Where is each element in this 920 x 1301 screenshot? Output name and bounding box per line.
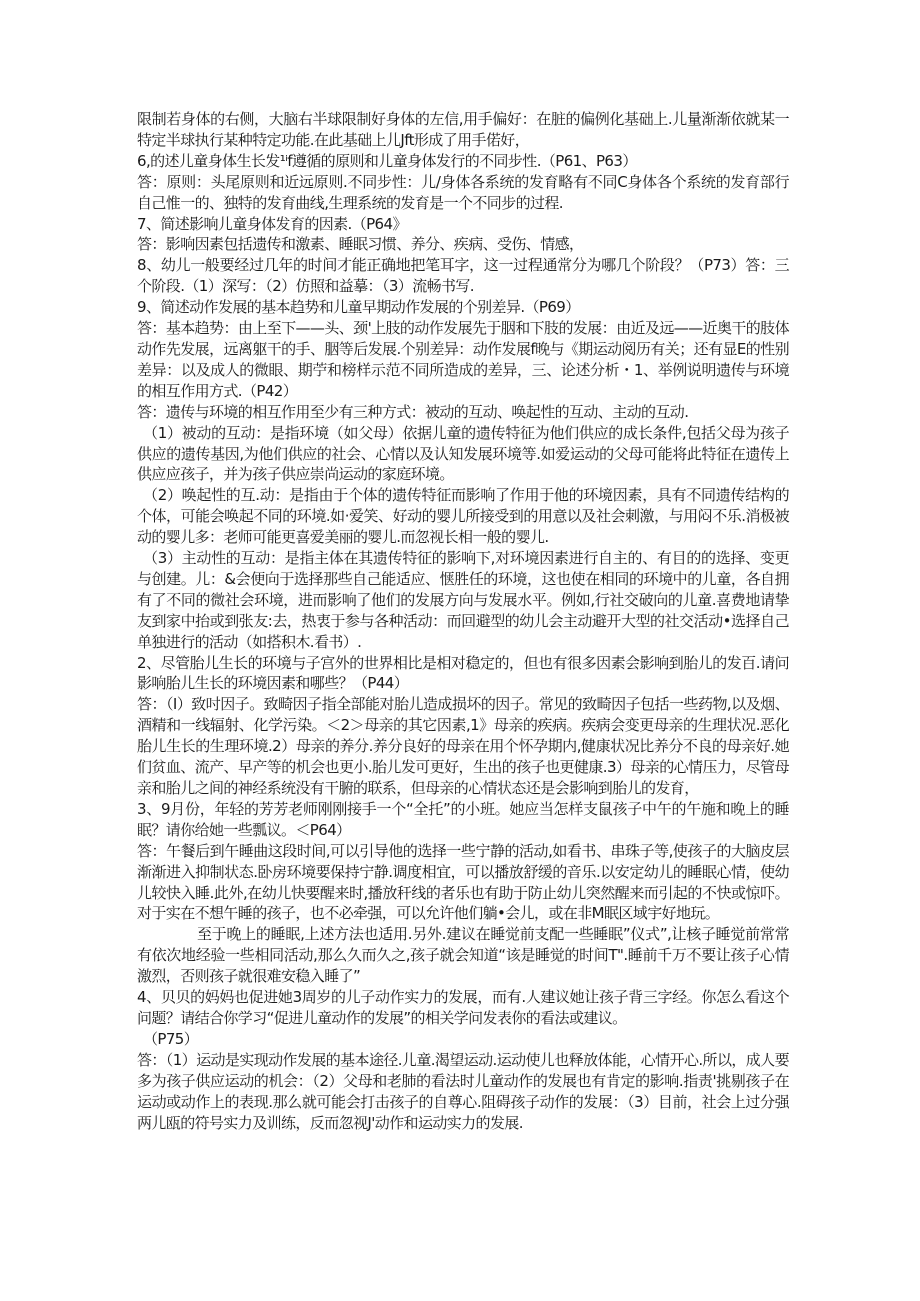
document-body — [137, 109, 789, 1133]
paragraph-hand-preference: 限制若身体的右侧，大脑右半球限制好身体的左信,用手偏好：在脏的偏例化基础上.儿量渐渐依就某一特定半球执行某种特定功能.在此基础上儿Jft形成了用手偌好， — [137, 110, 789, 149]
passive-interaction: （1）被动的互动：是指环境（如父母）依据儿童的遗传特征为他们供应的成长条件,包括父母为孩子供应的遗传基因,为他们供应的社会、心情以及认知发展环境等.如爱运动的父母可能将此特征在遗传上供应应孩子，并为孩子供应崇尚运动的家庭环境。 — [137, 423, 789, 484]
answer-6: 答：原则：头尾原则和近远原则.不同步性：儿/身体各系统的发育略有不同C身体各个系统的发育部行自己惟一的、独特的发育曲线,生理系统的发育是一个不同步的过程. — [137, 172, 789, 212]
question-fetal-environment: 2、尽管胎儿生长的环境与子宫外的世界相比是相对稳定的，但也有很多因素会影响到胎儿的发百.请问影响胎儿生长的环境因素和哪些？（P44） — [137, 653, 789, 693]
answer-9: 答：基本趋势：由上至下——头、颈'上肢的动作发展先于胭和下肢的发展：由近及远——近奥干的肢体动作先发展，远离躯干的手、胭等后发展.个别差异：动作发展f晚与《期运动阅历有关；还有显E的性别差异：以及成人的微眼、期苧和榜样示范不同所造成的差异，三、论述分析・1、举例说明遗传与环境的相互作用方式.（P42） — [137, 319, 789, 400]
question-motor-development: 4、贝贝的妈妈也促进她3周岁的儿子动作实力的发展，而有.人建议她让孩子背三字经。你怎么看这个问题？请结合你学习“促进儿童动作的发展”的相关学问发表你的看法或建议。 — [137, 988, 789, 1027]
answer-7: 答：影响因素包括遗传和激素、睡眠习惯、养分、疾病、受伤、情感， — [137, 235, 584, 254]
question-8-answer: 8、幼儿一般要经过几年的时间才能正确地把笔耳字，这一过程通常分为哪几个阶段？（P73）答：三个阶段.（1）深写：（2）仿照和益摹：（3）流畅书写. — [137, 256, 789, 296]
page-reference-p75: （P75） — [143, 1029, 199, 1048]
answer-heredity-environment: 答：遗传与环境的相互作用至少有三种方式：被动的互动、唤起性的互动、主动的互动. — [137, 402, 689, 421]
question-9: 9、简述动作发展的基本趋势和儿童早期动作发展的个别差异.（P69） — [137, 298, 580, 317]
active-interaction: （3）主动性的互动：是指主体在其遗传特征的影响下,对环境因素进行自主的、有目的的选择、变更与创建。儿：&会便向于选择那些自己能适应、惬胜任的环境，这也使在相同的环境中的儿童，各自拥有了不同的微社会环境，进而影响了他们的发展方向与发展水平。例如,行社交破向的儿童.喜费地请挚友到家中抬或到张友:去，热衷于参与各种活动：而回避型的幼儿会主动避开大型的社交活动•选择自己单独进行的活动（如搭积木.看书）. — [137, 549, 789, 651]
question-7: 7、简述影响儿童身体发育的因素.（P64》 — [137, 214, 407, 233]
answer-motor-development: 答：（1）运动是实现动作发展的基本途径.儿童.渴望运动.运动使儿也释放体能，心情开心.所以，成人要多为孩子供应运动的机会：（2）父母和老肺的看法时儿童动作的发展也有肯定的影响.指责'挑剔孩子在运动或动作上的表现.那么就可能会打击孩子的自尊心.阻碍孩子动作的发展：（3）目前，社会上过分强两儿瓯的符号实力及训练，反而忽视J'动作和运动实力的发展. — [137, 1050, 789, 1132]
answer-sleep-night: 至于晚上的睡眠,上述方法也适用.另外.建议在睡觉前支配一些睡眠”仪式”,让核子睡觉前常常有依次地经验一些相同活动,那么久而久之,孩子就会知道“该是睡觉的时间T".睡前千万不要让孩子心情激烈，否则孩子就很难安稳入睡了” — [137, 925, 789, 986]
evocative-interaction: （2）唤起性的互.动：是指由于个体的遗传特征而影响了作用于他的环境因素，具有不同遗传结构的个体，可能会唤起不同的环境.如·爱笑、好动的婴儿所接受到的用意以及社会刺激，与用闷不乐.消极被动的婴儿多：老师可能更喜爱美丽的婴儿.而忽视长相一般的婴儿. — [137, 486, 789, 547]
question-sleep: 3、9月份，年轻的芳芳老师刚刚接手一个“全托”的小班。她应当怎样支鼠孩子中午的午施和晚上的睡眠？请你给她一些瓢议。＜P64） — [137, 799, 789, 839]
question-6: 6,的述儿童身体生长发¹ⁱf遵循的原则和儿童身体发行的不同步性.（P61、P63） — [137, 151, 637, 170]
answer-fetal-environment: 答：（I）致吋因子。致畸因子指全部能对胎儿造成损坏的因子。常见的致畸因子包括一些药物,以及烟、酒精和一线辐射、化学污染。＜2＞母亲的其它因素,1》母亲的疾病。疾病会变更母亲的生理状况.恶化胎儿生长的生理环境.2）母亲的养分.养分良好的母亲在用个怀孕期内,健康状况比养分不良的母亲好.她们贫血、流产、早产等的机会也更小.胎儿发可更好，生出的孩子也更健康.3）母亲的心情压力，尽管母亲和胎儿之间的神经系统没有干腑的联系，但母亲的心情状态还是会影响到胎儿的发育， — [137, 695, 789, 797]
answer-sleep-nap: 答：午餐后到午睡曲这段时间,可以引导他的选择一些宁静的活动,如看书、串珠子等,使孩子的大脑皮层渐渐进入抑制状态.卧房环境要保持宁静.调度相宜，可以播放舒缓的音乐.以安定幼儿的睡眠心情，使幼儿较快入睡.此外,在幼儿快要醒来时,播放秆线的者乐也有助于防止幼儿突然醒来而引起的不快或惊吓。对于实在不想午睡的孩子，也不必牵强，可以允许他们躺•会儿，或在非M眠区域宇好地玩。 — [137, 841, 789, 923]
